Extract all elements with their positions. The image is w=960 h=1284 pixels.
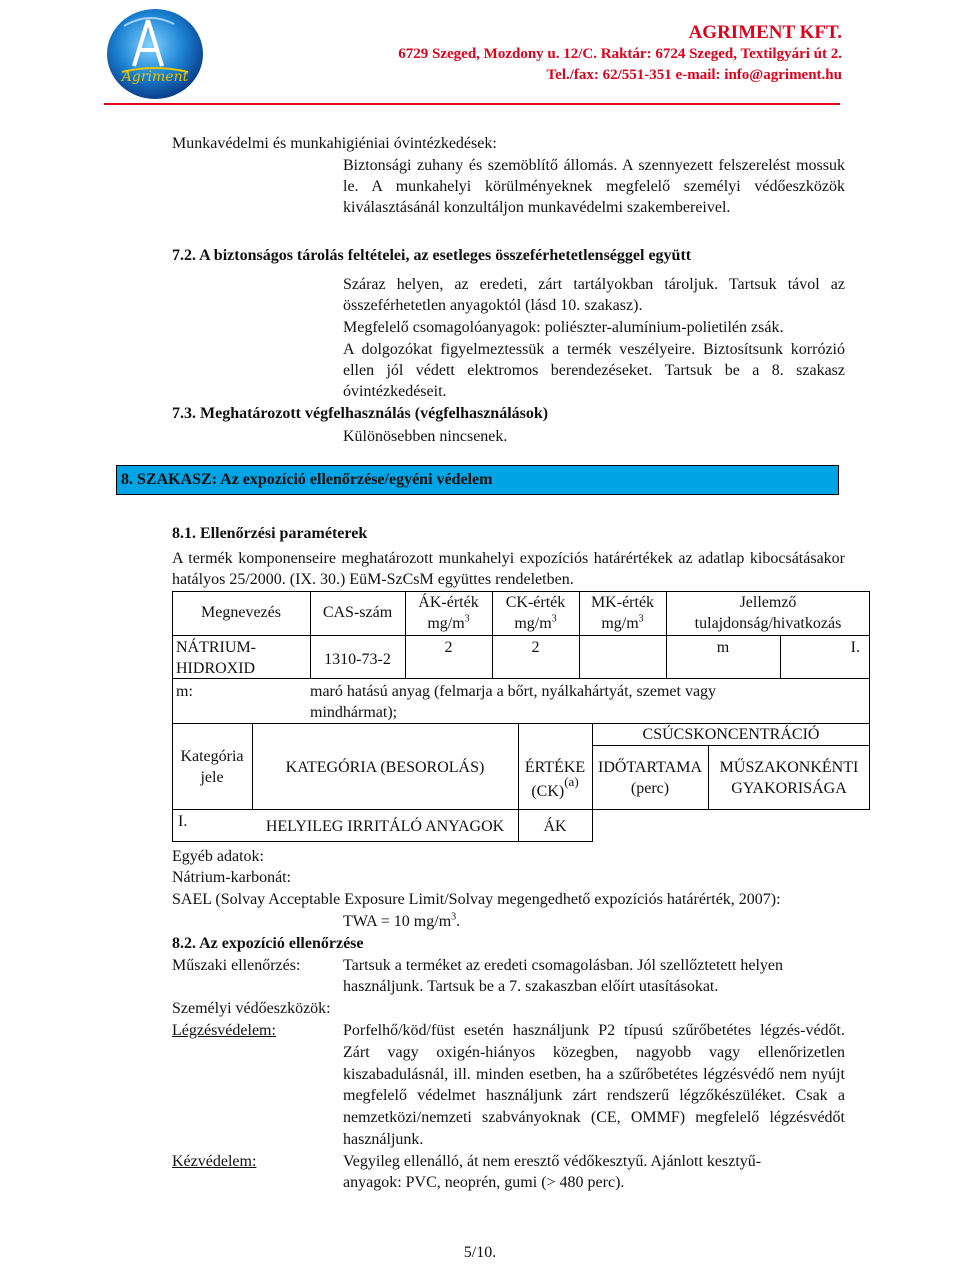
company-header xyxy=(398,22,842,86)
th-muszakonkenti-line1: MŰSZAKONKÉNTI xyxy=(719,759,859,776)
td-natrium-line2: HIDROXID xyxy=(176,660,256,677)
muszaki-label: Műszaki ellenőrzés: xyxy=(172,957,301,974)
th-ak-label: ÁK-érték xyxy=(418,594,479,611)
para-7-2b: Megfelelő csomagolóanyagok: poliészter-alumínium-polietilén zsák. xyxy=(343,319,784,336)
th-idotartama xyxy=(592,757,708,799)
kezvedelem-label: Kézvédelem: xyxy=(172,1153,257,1170)
heading-8-1: 8.1. Ellenőrzési paraméterek xyxy=(172,525,368,542)
td-natrium-line1: NÁTRIUM- xyxy=(176,639,256,656)
company-contact: Tel./fax: 62/551-351 e-mail: info@agriment.hu xyxy=(546,67,842,83)
heading-7-3: 7.3. Meghatározott végfelhasználás (végfelhasználások) xyxy=(172,405,549,422)
th-ak xyxy=(405,592,492,634)
th-kategoria-jele xyxy=(172,746,252,788)
th-idotartama-line1: IDŐTARTAMA xyxy=(597,759,703,776)
th-kategoria-jele-line1: Kategória xyxy=(180,748,244,765)
company-address: 6729 Szeged, Mozdony u. 12/C. Raktár: 6724 Szeged, Textilgyári út 2. xyxy=(398,46,842,62)
page-number: 5/10. xyxy=(463,1244,497,1261)
exposure-limits-table xyxy=(172,591,870,842)
legzesvedelem-text: Porfelhő/köd/füst esetén használjunk P2 típusú szűrőbetétes légzés-védőt. Zárt vagy oxigén-hiányos közegben, nagyobb vagy ellenőrizetlen kiszabadulásnál, ill. minden esetben, ha a szűrőbetétes légzésvédő nem nyújt megfelelő védelmet használjunk zárt rendszerű légzőkészüléket. Csak a nemzetközi/nemzeti szabványoknak (CE, OMMF) megfelelő légzésvédőt használjunk. xyxy=(343,1022,845,1148)
heading-7-2: 7.2. A biztonságos tárolás feltételei, az esetleges összeférhetetlenséggel együtt xyxy=(172,247,692,264)
th-mk xyxy=(579,592,666,634)
para-8-1: A termék komponenseire meghatározott munkahelyi expozíciós határértékek az adatlap kibocsátásakor hatályos 25/2000. (IX. 30.) EüM-SzCsM együttes rendeletben. xyxy=(172,550,845,588)
legzesvedelem-label: Légzésvédelem: xyxy=(172,1022,276,1039)
para-7-3: Különösebben nincsenek. xyxy=(343,428,508,445)
szemelyi-vedoeszkozok: Személyi védőeszközök: xyxy=(172,1000,331,1017)
para-7-2a: Száraz helyen, az eredeti, zárt tartályokban tároljuk. Tartsuk távol az összeférhetetlen anyagoktól (lásd 10. szakasz). xyxy=(343,276,845,314)
th-ck xyxy=(492,592,579,634)
th-ck-label: CK-érték xyxy=(505,594,566,611)
th-erteke-line2: (CK)$^{(a)}$ xyxy=(531,773,579,800)
td-desc: HELYILEG IRRITÁLÓ ANYAGOK xyxy=(265,818,505,835)
th-mk-label: MK-érték xyxy=(590,594,655,611)
munkavedelmi-text: Biztonsági zuhany és szemöblítő állomás. A szennyezett felszerelést mossuk le. A munkahelyi körülményeknek megfelelő személyi védőeszközök kiválasztásánál konzultáljon munkavédelmi szakembereivel. xyxy=(343,157,845,216)
th-muszakonkenti-line2: GYAKORISÁGA xyxy=(731,780,847,797)
sael-text: SAEL (Solvay Acceptable Exposure Limit/Solvay megengedhető expozíciós határérték, 2007): xyxy=(172,891,781,908)
th-idotartama-line2: (perc) xyxy=(630,780,670,797)
th-kategoria-jele-line2: jele xyxy=(200,769,224,786)
td-jellemzo: m xyxy=(716,639,730,656)
th-jellemzo-line2: tulajdonság/hivatkozás xyxy=(694,615,842,632)
th-mk-unit: $mg/m^3$ xyxy=(601,613,644,632)
td-val: ÁK xyxy=(543,818,567,835)
td-cat: I. xyxy=(178,813,188,830)
td-natrium xyxy=(176,637,256,679)
th-cas: CAS-szám xyxy=(322,604,393,621)
th-ak-unit: $mg/m^3$ xyxy=(427,613,470,632)
twa-value: TWA = 10 $mg/m^3$. xyxy=(343,911,461,930)
td-m-text xyxy=(310,681,865,723)
td-ck: 2 xyxy=(531,639,540,656)
th-ck-unit: $mg/m^3$ xyxy=(514,613,557,632)
td-cas: 1310-73-2 xyxy=(324,651,391,668)
para-7-2c: A dolgozókat figyelmeztessük a termék veszélyeire. Biztosítsunk korrózió ellen jól védett elektromos berendezéseket. Tartsuk be a 8. szakasz óvintézkedéseit. xyxy=(343,341,845,400)
th-jellemzo xyxy=(666,592,870,634)
th-erteke xyxy=(518,757,592,802)
munkavedelmi-label: Munkavédelmi és munkahigiéniai óvintézkedések: xyxy=(172,135,497,152)
natrium-karbonat: Nátrium-karbonát: xyxy=(172,869,292,886)
company-logo xyxy=(104,6,206,102)
company-name: AGRIMENT KFT. xyxy=(688,22,842,43)
muszaki-text: Tartsuk a terméket az eredeti csomagolásban. Jól szellőztetett helyen használjunk. Tartsuk be a 7. szakaszban előírt utasításokat. xyxy=(343,957,784,995)
td-m-label: m: xyxy=(176,683,193,700)
td-m-text-line1: maró hatású anyag (felmarja a bőrt, nyálkahártyát, szemet vagy xyxy=(310,683,717,700)
th-erteke-line1: ÉRTÉKE xyxy=(524,759,586,776)
heading-8-2: 8.2. Az expozíció ellenőrzése xyxy=(172,935,364,952)
logo-text: Agriment xyxy=(121,69,189,85)
td-ref: I. xyxy=(850,639,860,656)
td-ak: 2 xyxy=(444,639,453,656)
td-m-text-line2: mindhármat); xyxy=(310,704,398,721)
th-kategoria-besorolas: KATEGÓRIA (BESOROLÁS) xyxy=(285,759,485,776)
kezvedelem-text: Vegyileg ellenálló, át nem eresztő védőkesztyű. Ajánlott kesztyű-anyagok: PVC, neoprén, gumi (> 480 perc). xyxy=(343,1153,762,1191)
th-muszakonkenti xyxy=(708,757,870,799)
th-csucskoncentracio: CSÚCSKONCENTRÁCIÓ xyxy=(642,726,820,743)
section-8-banner: 8. SZAKASZ: Az expozíció ellenőrzése/egyéni védelem xyxy=(116,465,839,495)
header-divider xyxy=(104,103,840,105)
egyeb-adatok: Egyéb adatok: xyxy=(172,848,264,865)
th-jellemzo-line1: Jellemző xyxy=(739,594,797,611)
th-megnevezes: Megnevezés xyxy=(201,604,281,621)
